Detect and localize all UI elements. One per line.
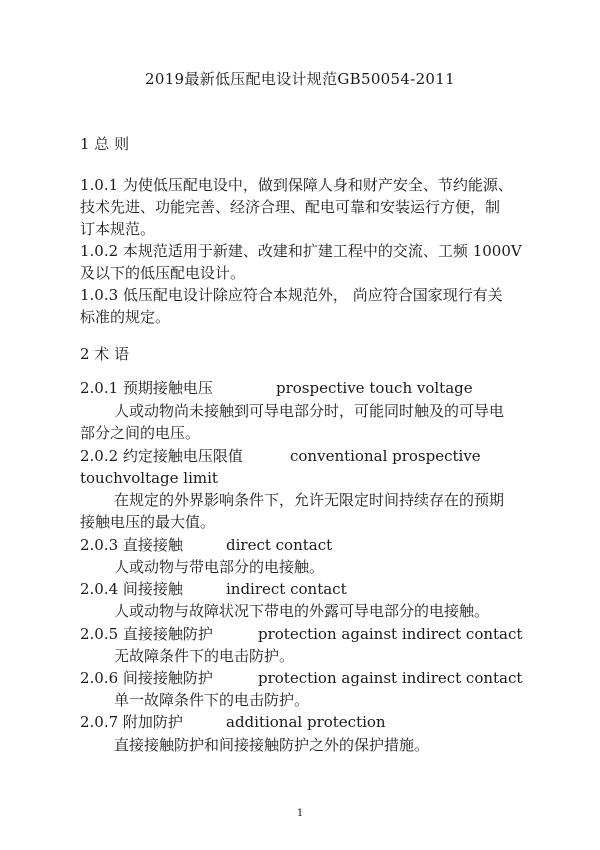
definition-line: 人或动物与故障状况下带电的外露可导电部分的电接触。: [114, 602, 490, 620]
definition-line: 部分之间的电压。: [80, 424, 201, 442]
document-title: 2019最新低压配电设计规范GB50054-2011: [145, 70, 455, 88]
definition-line: 人或动物尚未接触到可导电部分时，可能同时触及的可导电: [114, 402, 505, 420]
term-english: indirect contact: [226, 580, 347, 598]
term-number-cn: 2.0.4 间接接触: [80, 580, 183, 598]
term-english: protection against indirect contact: [258, 669, 523, 687]
term-line: [80, 579, 347, 599]
definition-line: 人或动物与带电部分的电接触。: [114, 558, 325, 576]
term-english: additional protection: [226, 713, 386, 731]
term-english: prospective touch voltage: [276, 379, 473, 397]
paragraph-line: 标准的规定。: [80, 308, 171, 326]
definition-line: 直接接触防护和间接接触防护之外的保护措施。: [114, 736, 430, 754]
term-line: [80, 378, 473, 398]
definition-line: 在规定的外界影响条件下，允许无限定时间持续存在的预期: [114, 491, 505, 509]
paragraph-line: 1.0.2 本规范适用于新建、改建和扩建工程中的交流、工频 1000V: [80, 242, 522, 260]
term-number-cn: 2.0.7 附加防护: [80, 713, 183, 731]
paragraph-line: 1.0.1 为使低压配电设中，做到保障人身和财产安全、节约能源、: [80, 176, 513, 194]
definition-line: 无故障条件下的电击防护。: [114, 647, 295, 665]
paragraph-line: 订本规范。: [80, 220, 156, 238]
page-number: 1: [296, 808, 304, 819]
term-english: protection against indirect contact: [258, 625, 523, 643]
term-number-cn: 2.0.2 约定接触电压限值: [80, 447, 243, 465]
term-line: [80, 446, 481, 466]
definition-line: 单一故障条件下的电击防护。: [114, 691, 310, 709]
term-number-cn: 2.0.5 直接接触防护: [80, 625, 213, 643]
term-line: [80, 712, 386, 732]
term-line: [80, 624, 522, 644]
term-english-continuation: touchvoltage limit: [80, 469, 218, 487]
section-1-heading: 1 总 则: [80, 135, 130, 153]
term-english: conventional prospective: [290, 447, 481, 465]
term-number-cn: 2.0.3 直接接触: [80, 536, 183, 554]
term-line: [80, 535, 332, 555]
definition-line: 接触电压的最大值。: [80, 513, 216, 531]
term-line: [80, 668, 522, 688]
paragraph-line: 及以下的低压配电设计。: [80, 264, 246, 282]
section-2-heading: 2 术 语: [80, 345, 130, 363]
paragraph-line: 1.0.3 低压配电设计除应符合本规范外， 尚应符合国家现行有关: [80, 286, 503, 304]
term-english: direct contact: [226, 536, 333, 554]
term-number-cn: 2.0.6 间接接触防护: [80, 669, 213, 687]
paragraph-line: 技术先进、功能完善、经济合理、配电可靠和安装运行方便，制: [80, 198, 501, 216]
term-number-cn: 2.0.1 预期接触电压: [80, 379, 213, 397]
